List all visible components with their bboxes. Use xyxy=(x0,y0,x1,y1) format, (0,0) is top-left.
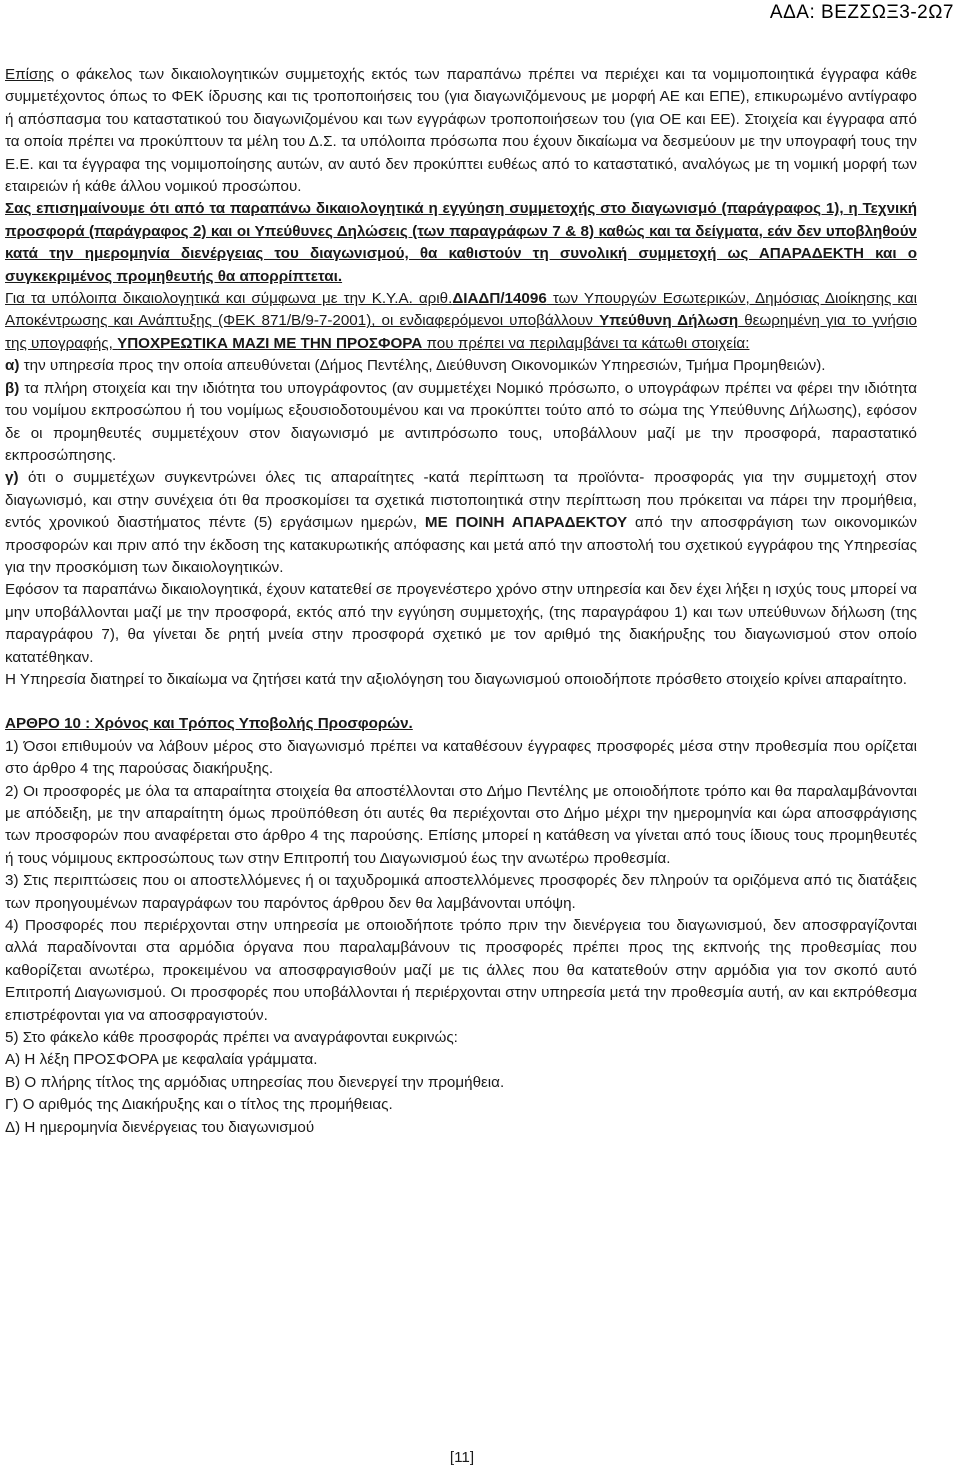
item-b-label: β) xyxy=(5,379,20,397)
article-10-title: ΑΡΘΡΟ 10 : Χρόνος και Τρόπος Υποβολής Προσφορών. xyxy=(5,715,413,733)
paragraph-other-documents xyxy=(5,288,917,355)
page-number: [11] xyxy=(449,1449,475,1466)
item-c-text-a: ότι ο συμμετέχων συγκεντρώνει όλες τις απαραίτητες -κατά περίπτωση τα προϊόντα- προσφοράς για την συμμετοχή στον διαγωνισμό, και στην συνέχεια ότι θα προσκομίσει τα σχετικά πιστοποιητικά στην περίπτωση που πρόκειται να πάρει την προμήθεια, εντός χρονικού διαστήματος πέντε (5) εργάσιμων ημερών, xyxy=(5,469,917,532)
paragraph-yphresia: Η Υπηρεσία διατηρεί το δικαίωμα να ζητήσει κατά την αξιολόγηση του διαγωνισμού οποιοδήποτε πρόσθετο στοιχείο κρίνει απαραίτητο. xyxy=(5,670,907,688)
article-10-p5b: Β) Ο πλήρης τίτλος της αρμόδιας υπηρεσίας που διενεργεί την προμήθεια. xyxy=(5,1073,505,1091)
other-docs-text-b: των Υπουργών Εσωτερικών, Δημόσιας Διοίκησης και Αποκέντρωσης και Ανάπτυξης (ΦΕΚ 871/Β/9-7-2001), οι ενδιαφερόμενοι υποβάλλουν xyxy=(5,290,917,330)
document-code: ΑΔΑ: ΒΕΖΣΩΞ3-2Ω7 xyxy=(769,2,954,23)
other-docs-text-c: θεωρημένη για το γνήσιο της υπογραφής, xyxy=(5,312,917,352)
other-docs-caps: ΥΠΟΧΡΕΩΤΙΚΑ ΜΑΖΙ ΜΕ ΤΗΝ ΠΡΟΣΦΟΡΑ xyxy=(117,334,423,352)
item-c-text-b: από την αποσφράγιση των οικονομικών προσφορών και πριν από την έκδοση της κατακυρωτικής απόφασης και μετά από την αποστολή του σχετικού εγγράφου της Υπηρεσίας για την προσκόμιση των δικαιολογητικών. xyxy=(5,514,917,576)
other-docs-declaration: Υπεύθυνη Δήλωση xyxy=(599,312,739,330)
other-docs-text-a: Για τα υπόλοιπα δικαιολογητικά και σύμφωνα με την Κ.Υ.Α. αριθ. xyxy=(5,290,453,308)
item-b-text: τα πλήρη στοιχεία και την ιδιότητα του υπογράφοντος (αν συμμετέχει Νομικό πρόσωπο, ο υπογράφων πρέπει να φέρει την ιδιότητα του νομίμου εκπροσώπου ή του νομίμως εξουσιοδοτουμένου και να προκύπτει τούτο από το σώμα της Υπεύθυνης Δήλωσης), εφόσον δε οι προμηθευτές συμμετέχουν στον διαγωνισμό με αντιπρόσωπο τους, υποβάλλουν μαζί με την προσφορά, παραστατικό εκπροσώπησης. xyxy=(5,379,917,464)
article-10-p5a: Α) Η λέξη ΠΡΟΣΦΟΡΑ με κεφαλαία γράμματα. xyxy=(5,1051,318,1069)
item-c xyxy=(5,467,917,579)
paragraph-epishs xyxy=(5,64,917,198)
article-10-p5c: Γ) Ο αριθμός της Διακήρυξης και ο τίτλος της προμήθειας. xyxy=(5,1096,393,1114)
item-b xyxy=(5,378,917,468)
paragraph-warning: Σας επισημαίνουμε ότι από τα παραπάνω δικαιολογητικά η εγγύηση συμμετοχής στο διαγωνισμό (παράγραφος 1), η Τεχνική προσφορά (παράγραφος 2) και οι Υπεύθυνες Δηλώσεις (των παραγράφων 7 & 8) καθώς και τα δείγματα, εάν δεν υποβληθούν κατά την ημερομηνία διενέργειας του διαγωνισμού, θα καθιστούν τη συνολική συμμετοχή ως ΑΠΑΡΑΔΕΚΤΗ και ο συγκεκριμένος προμηθευτής θα απορρίπτεται. xyxy=(5,200,917,285)
item-a xyxy=(5,355,917,377)
epishs-text: ο φάκελος των δικαιολογητικών συμμετοχής εκτός των παραπάνω πρέπει να περιέχει και τα νομιμοποιητικά έγγραφα κάθε συμμετέχοντος όπως το ΦΕΚ ίδρυσης και τις τροποποιήσεις του (για διαγωνιζόμενους με μορφή ΑΕ και ΕΠΕ), επικυρωμένο αντίγραφο ή απόσπασμα του καταστατικού του διαγωνιζομένου και των εγγράφων τροποποιήσεων του (για ΟΕ και ΕΕ). Στοιχεία και έγγραφα από τα οποία πρέπει να προκύπτουν τα μέλη του Δ.Σ. τα υπόλοιπα πρόσωπα που έχουν δικαίωμα να δεσμεύουν με την υπογραφή τους την Ε.Ε. και τα έγγραφα της νομιμοποίησης αυτών, αν αυτό δεν προκύπτει ευθέως από το καταστατικό, αναλόγως με τη νομική μορφή των εταιρειών ή κάθε άλλου νομικού προσώπου. xyxy=(5,66,917,196)
item-c-bold: ΜΕ ΠΟΙΝΗ ΑΠΑΡΑΔΕΚΤΟΥ xyxy=(424,514,628,532)
document-body xyxy=(5,64,917,1139)
article-10-p5d: Δ) Η ημερομηνία διενέργειας του διαγωνισμού xyxy=(5,1118,315,1136)
item-c-label: γ) xyxy=(5,469,19,487)
epishs-underlined-word: Επίσης xyxy=(5,66,55,83)
other-docs-text-d: που πρέπει να περιλαμβάνει τα κάτωθι στοιχεία: xyxy=(422,334,750,352)
article-10-p3: 3) Στις περιπτώσεις που οι αποστελλόμενες ή οι ταχυδρομικά αποστελλόμενες προσφορές δεν πληρούν τα οριζόμενα από τις διατάξεις των προηγουμένων παραγράφων του παρόντος άρθρου δεν θα λαμβάνονται υπόψη. xyxy=(5,872,917,912)
article-10-p1: 1) Όσοι επιθυμούν να λάβουν μέρος στο διαγωνισμό πρέπει να καταθέσουν έγγραφες προσφορές μέσα στην προθεσμία που ορίζεται στο άρθρο 4 της παρούσας διακήρυξης. xyxy=(5,737,917,778)
article-10-p4: 4) Προσφορές που περιέρχονται στην υπηρεσία με οποιοδήποτε τρόπο πριν την διενέργεια του διαγωνισμού, δεν αποσφραγίζονται αλλά παραδίνονται στα αρμόδια όργανα που παραλαμβάνουν τις προσφορές πρέπει προς της εκπνοής της προθεσμίας που καθορίζεται ανωτέρω, προκειμένου να αποσφραγισθούν μαζί με τις άλλες που θα κατατεθούν στην αρμόδια για τον σκοπό αυτό Επιτροπή Διαγωνισμού. Οι προσφορές που υποβάλλονται ή περιέρχονται στην υπηρεσία μετά την προθεσμία αυτή, αν και εκπρόθεσμα επιστρέφονται για να αποσφραγιστούν. xyxy=(5,917,917,1024)
article-10-p5: 5) Στο φάκελο κάθε προσφοράς πρέπει να αναγράφονται ευκρινώς: xyxy=(5,1029,458,1047)
section-gap xyxy=(5,691,917,713)
paragraph-efoson: Εφόσον τα παραπάνω δικαιολογητικά, έχουν κατατεθεί σε προγενέστερο χρόνο στην υπηρεσία και δεν έχει λήξει η ισχύς τους μπορεί να μην υποβάλλονται μαζί με την προσφορά, εκτός από την εγγύηση συμμετοχής, (της παραγράφου 1) και των υπεύθυνων δήλωση (της παραγράφου 7), θα γίνεται δε ρητή μνεία στην προσφορά σχετικό με τον αριθμό της διακήρυξης του διαγωνισμού στον οποίο κατατέθηκαν. xyxy=(5,581,917,666)
item-a-label: α) xyxy=(5,357,20,375)
article-10-p2: 2) Οι προσφορές με όλα τα απαραίτητα στοιχεία θα αποστέλλονται στο Δήμο Πεντέλης με οποιοδήποτε τρόπο και θα παραλαμβάνονται με απόδειξη, με την απαραίτητη όμως προϋπόθεση ότι αυτές θα περιέχονται στο Δήμο μέχρι την ημερομηνία και ώρα αποσφράγισης των προσφορών που αναφέρεται στο άρθρο 4 της παρούσης. Επίσης μπορεί η κατάθεση να γίνεται από τους ίδιους τους προμηθευτές ή τους νόμιμους εκπροσώπους των στην Επιτροπή του Διαγωνισμού έως την ανωτέρω προθεσμία. xyxy=(5,782,917,867)
other-docs-reference: ΔΙΑΔΠ/14096 xyxy=(452,290,547,308)
item-a-text: την υπηρεσία προς την οποία απευθύνεται (Δήμος Πεντέλης, Διεύθυνση Οικονομικών Υπηρεσιών, Τμήμα Προμηθειών). xyxy=(19,357,826,375)
